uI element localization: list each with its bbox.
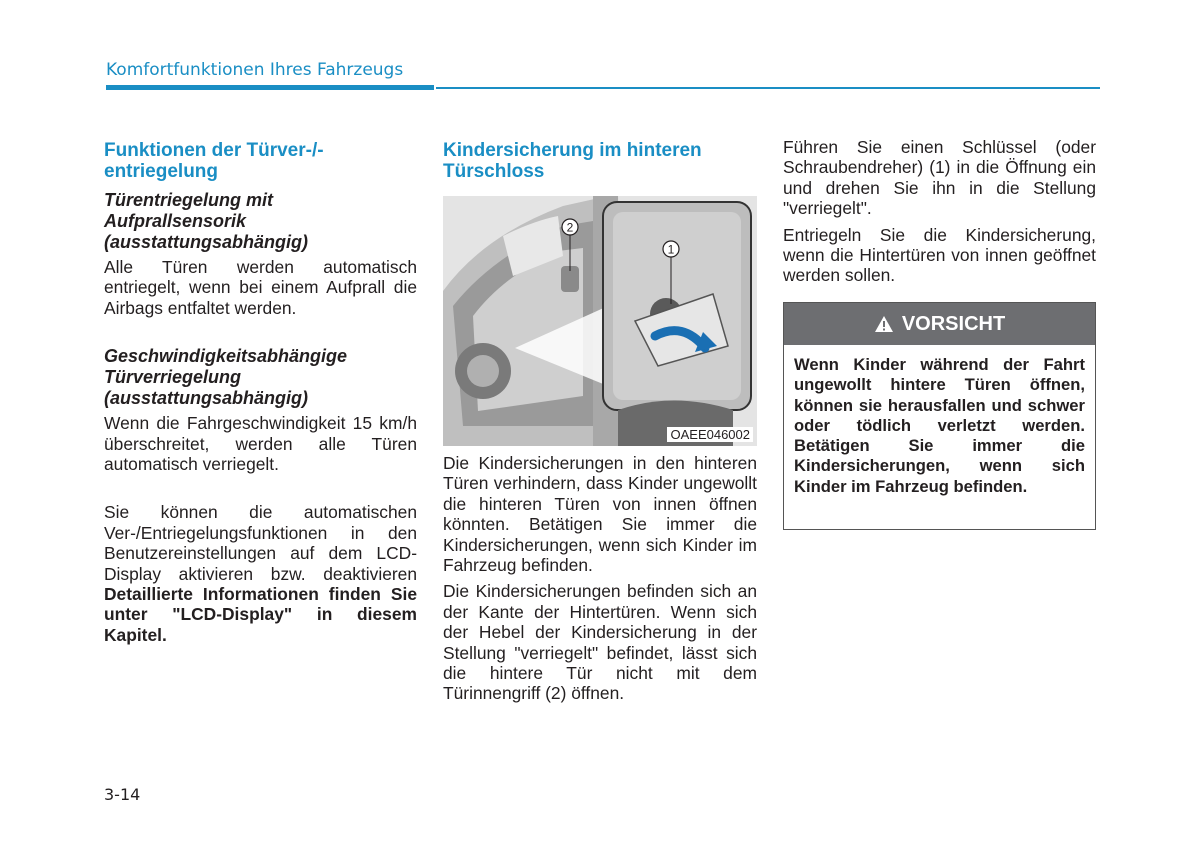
caution-box	[783, 302, 1096, 530]
middle-column	[443, 140, 757, 182]
lcd-settings-reference: Detaillierte Informationen finden Sie unter "LCD-Display" in diesem Kapitel.	[104, 584, 417, 645]
section-heading-child-lock	[443, 140, 757, 182]
svg-text:1: 1	[667, 242, 675, 257]
subheading-line: (ausstattungsabhängig)	[104, 388, 309, 409]
subheading-line: (ausstattungsabhängig)	[104, 232, 309, 252]
header-rule-accent	[106, 85, 434, 90]
figure-code: OAEE046002	[667, 427, 753, 442]
heading-line: entriegelung	[104, 161, 219, 182]
subheading-line: Aufprallsensorik	[104, 211, 247, 231]
child-lock-illustration	[443, 196, 757, 446]
page-number: 3-14	[104, 785, 141, 804]
caution-title: VORSICHT	[901, 312, 1006, 335]
right-column	[783, 137, 1096, 286]
subheading-line: Türverriegelung	[104, 367, 242, 388]
caution-header	[784, 303, 1095, 345]
header-rule	[436, 87, 1100, 89]
svg-text:2: 2	[566, 220, 574, 235]
paragraph-unlock: Entriegeln Sie die Kindersicherung, wenn die Hintertüren von innen geöffnet werden sollen.	[783, 224, 1096, 286]
running-header: Komfortfunktionen Ihres Fahrzeugs	[106, 60, 404, 80]
paragraph-child-lock-purpose: Die Kindersicherungen in den hinteren Türen verhindern, dass Kinder ungewollt die hinteren Türen von innen öffnen könnten. Betätigen Sie immer die Kindersicherungen, wenn sich Kinder im Fahrzeug befinden.	[443, 453, 757, 576]
paragraph-crash-unlock: Alle Türen werden automatisch entriegelt, wenn bei einem Aufprall die Airbags entfaltet werden.	[104, 257, 417, 318]
paragraph-child-lock-location: Die Kindersicherungen befinden sich an der Kante der Hintertüren. Wenn sich der Hebel der Kindersicherung in der Stellung "verriegelt" befindet, lässt sich die hintere Tür nicht mit dem Türinnengriff (2) öffnen.	[443, 581, 757, 704]
subheading-crash-unlock	[104, 190, 417, 253]
paragraph-lcd-settings	[104, 502, 417, 645]
section-heading-locking	[104, 140, 417, 182]
child-lock-figure	[443, 196, 757, 446]
subheading-speed-lock	[104, 346, 417, 409]
paragraph-speed-lock: Wenn die Fahrgeschwindigkeit 15 km/h überschreitet, werden alle Türen automatisch verriegelt.	[104, 413, 417, 475]
middle-column-text	[443, 453, 757, 704]
heading-line: Kindersicherung im hinteren	[443, 140, 702, 161]
heading-line: Türschloss	[443, 161, 545, 182]
paragraph-insert-key: Führen Sie einen Schlüssel (oder Schraubendreher) (1) in die Öffnung ein und drehen Sie ihn in die Stellung "verriegelt".	[783, 137, 1096, 219]
subheading-line: Geschwindigkeitsabhängige	[104, 346, 348, 367]
caution-text: Wenn Kinder während der Fahrt ungewollt hintere Türen öffnen, können sie herausfallen und schwer oder tödlich verletzt werden. Betätigen Sie immer die Kindersicherungen, wenn sich Kinder im Fahrzeug befinden.	[794, 355, 1085, 496]
heading-line: Funktionen der Türver-/-	[104, 140, 324, 161]
lcd-settings-text: Sie können die automatischen Ver-/Entriegelungsfunktionen in den Benutzereinstellungen auf dem LCD-Display aktivieren bzw. deaktivieren	[104, 502, 417, 584]
warning-triangle-icon	[874, 315, 894, 333]
subheading-line: Türentriegelung mit	[104, 190, 274, 210]
left-column	[104, 140, 417, 645]
